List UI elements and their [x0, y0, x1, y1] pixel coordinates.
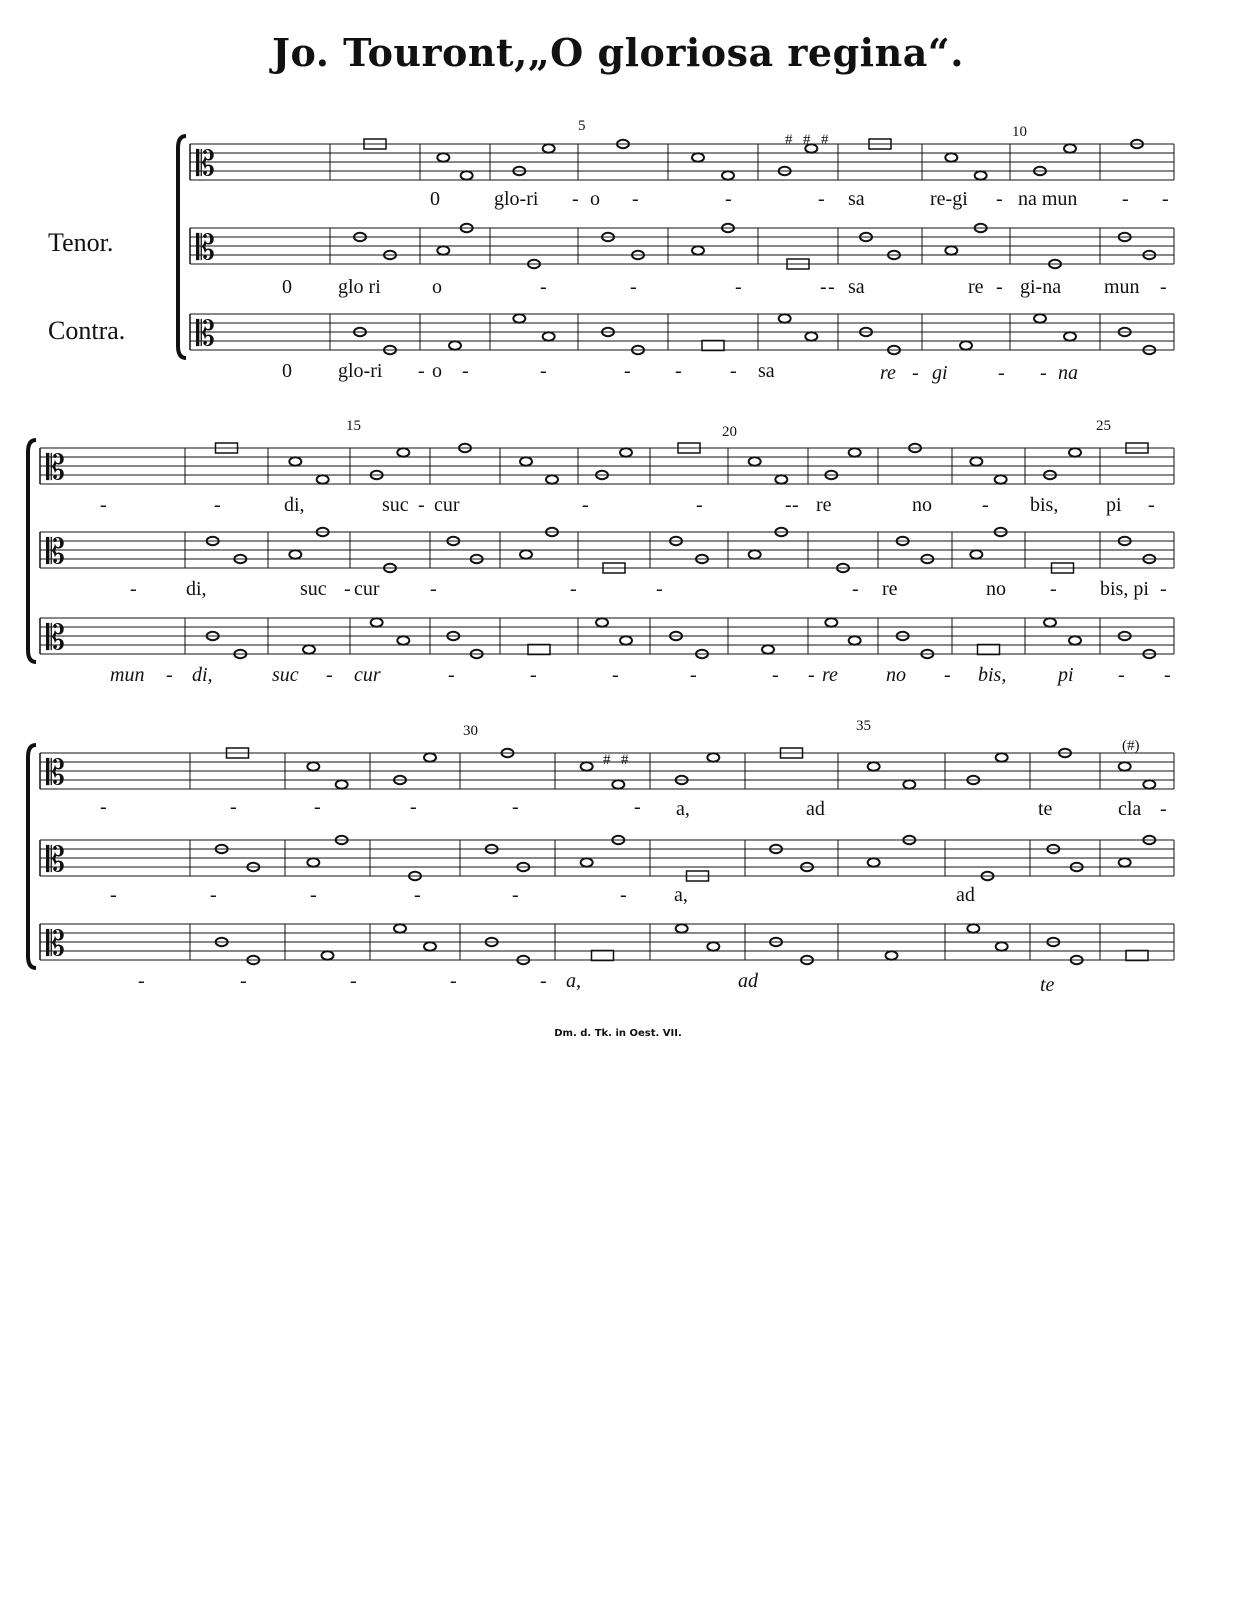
note-head	[805, 332, 817, 340]
lyric-syllable: -	[690, 664, 697, 686]
sharp-mark: #	[603, 752, 611, 768]
lyric-syllable: -	[1148, 494, 1155, 516]
note-head	[868, 762, 880, 770]
lyric-syllable: -	[314, 796, 321, 818]
measure-number: 35	[856, 718, 871, 734]
note-head	[397, 448, 409, 456]
lyric-syllable: re	[816, 494, 832, 516]
system-bracket	[28, 745, 36, 968]
lyric-syllable: ad	[738, 970, 758, 992]
sharp-mark: (#)	[1122, 738, 1140, 754]
note-head	[960, 341, 972, 349]
note-head	[543, 332, 555, 340]
lyric-syllable: -	[100, 494, 107, 516]
lyric-syllable: -	[462, 360, 469, 382]
clef-glyph: 𝄡	[46, 924, 65, 964]
note-head	[397, 636, 409, 644]
lyric-syllable: no	[986, 578, 1006, 600]
lyric-syllable: bis,	[978, 664, 1007, 686]
note-head	[1119, 762, 1131, 770]
clef-glyph: 𝄡	[196, 314, 215, 354]
note-head	[849, 448, 861, 456]
lyric-syllable: -	[210, 884, 217, 906]
lyric-syllable: -	[414, 884, 421, 906]
note-head	[1119, 858, 1131, 866]
lyric-syllable: -	[996, 276, 1003, 298]
note-head	[775, 475, 787, 483]
lyric-syllable: -	[410, 796, 417, 818]
lyric-syllable: -	[785, 494, 792, 516]
lyric-syllable: -	[818, 188, 825, 210]
lyric-syllable: mun	[1104, 276, 1140, 298]
note-head	[1064, 332, 1076, 340]
lyric-syllable: -	[944, 664, 951, 686]
note-head	[676, 924, 688, 932]
lyric-syllable: bis,	[1030, 494, 1059, 516]
note-head	[1143, 780, 1155, 788]
lyric-syllable: na mun	[1018, 188, 1078, 210]
clef-glyph: 𝄡	[46, 532, 65, 572]
note-head	[707, 753, 719, 761]
lyric-syllable: ad	[806, 798, 825, 820]
note-head	[520, 457, 532, 465]
lyric-syllable: o	[432, 276, 442, 298]
lyric-syllable: -	[530, 664, 537, 686]
part-label-tenor: Tenor.	[48, 228, 114, 257]
piece-title: Jo. Touront,„O gloriosa regina“.	[272, 30, 964, 75]
lyric-syllable: re-gi	[930, 188, 968, 210]
measure-number: 20	[722, 424, 737, 440]
note-head	[322, 951, 334, 959]
lyric-syllable: di,	[284, 494, 305, 516]
lyric-syllable: a,	[676, 798, 690, 820]
note-head	[970, 457, 982, 465]
lyric-syllable: re	[968, 276, 984, 298]
lyric-syllable: -	[100, 796, 107, 818]
lyric-syllable: -	[1118, 664, 1125, 686]
lyric-syllable: sa	[848, 276, 865, 298]
lyric-syllable: -	[630, 276, 637, 298]
note-head	[779, 314, 791, 322]
note-head	[1069, 448, 1081, 456]
lyric-syllable: no	[912, 494, 932, 516]
footer-reference: Dm. d. Tk. in Oest. VII.	[554, 1028, 682, 1039]
note-head	[612, 780, 624, 788]
lyric-syllable: -	[696, 494, 703, 516]
note-head	[520, 550, 532, 558]
lyric-syllable: -	[430, 578, 437, 600]
system-bracket	[28, 440, 36, 662]
lyric-syllable: -	[344, 578, 351, 600]
lyric-syllable: -	[350, 970, 357, 992]
note-head	[289, 550, 301, 558]
note-head	[546, 475, 558, 483]
lyric-syllable: cur	[354, 578, 380, 600]
measure-number: 30	[463, 723, 478, 739]
note-head	[1034, 314, 1046, 322]
note-head	[620, 448, 632, 456]
lyric-syllable: -	[820, 276, 827, 298]
note-head	[449, 341, 461, 349]
lyric-syllable: a,	[674, 884, 688, 906]
lyric-syllable: -	[450, 970, 457, 992]
part-label-contra: Contra.	[48, 316, 126, 345]
lyric-syllable: -	[1040, 362, 1047, 384]
lyric-syllable: -	[912, 362, 919, 384]
lyric-syllable: ad	[956, 884, 975, 906]
note-head	[543, 144, 555, 152]
lyric-syllable: 0	[282, 276, 292, 298]
lyric-syllable: a,	[566, 970, 581, 992]
note-head	[692, 246, 704, 254]
note-head	[996, 753, 1008, 761]
sharp-mark: #	[821, 132, 829, 148]
note-head	[461, 171, 473, 179]
lyric-syllable: -	[1122, 188, 1129, 210]
note-head	[996, 942, 1008, 950]
lyric-syllable: -	[1160, 276, 1167, 298]
lyric-syllable: sa	[758, 360, 775, 382]
lyric-syllable: 0	[430, 188, 440, 210]
breve-note	[592, 951, 614, 961]
lyric-syllable: o	[432, 360, 442, 382]
note-head	[970, 550, 982, 558]
note-head	[995, 475, 1007, 483]
note-head	[886, 951, 898, 959]
lyric-syllable: -	[240, 970, 247, 992]
note-head	[903, 780, 915, 788]
measure-number: 10	[1012, 124, 1027, 140]
lyric-syllable: -	[214, 494, 221, 516]
note-head	[437, 153, 449, 161]
lyric-syllable: -	[418, 360, 425, 382]
lyric-syllable: -	[632, 188, 639, 210]
lyric-syllable: -	[138, 970, 145, 992]
note-head	[371, 618, 383, 626]
lyric-syllable: cur	[354, 664, 381, 686]
lyric-syllable: -	[418, 494, 425, 516]
note-head	[1069, 636, 1081, 644]
clef-glyph: 𝄡	[46, 618, 65, 658]
lyric-syllable: -	[1160, 578, 1167, 600]
sharp-mark: #	[621, 752, 629, 768]
lyric-syllable: -	[512, 884, 519, 906]
note-head	[307, 858, 319, 866]
lyric-syllable: suc	[382, 494, 409, 516]
lyric-syllable: -	[230, 796, 237, 818]
lyric-syllable: -	[624, 360, 631, 382]
lyric-syllable: te	[1040, 974, 1055, 996]
lyric-syllable: o	[590, 188, 600, 210]
breve-note	[978, 645, 1000, 655]
lyric-syllable: mun	[110, 664, 145, 686]
breve-note	[702, 341, 724, 351]
system-bracket	[178, 136, 186, 358]
note-head	[1044, 618, 1056, 626]
lyric-syllable: glo-ri	[338, 360, 383, 382]
lyric-syllable: -	[540, 360, 547, 382]
lyric-syllable: cur	[434, 494, 460, 516]
lyric-syllable: -	[996, 188, 1003, 210]
note-head	[707, 942, 719, 950]
lyric-syllable: -	[1162, 188, 1169, 210]
note-head	[868, 858, 880, 866]
lyric-syllable: -	[982, 494, 989, 516]
lyric-syllable: gi-na	[1020, 276, 1062, 298]
lyric-syllable: no	[886, 664, 906, 686]
lyric-syllable: -	[310, 884, 317, 906]
lyric-syllable: -	[772, 664, 779, 686]
lyric-syllable: -	[852, 578, 859, 600]
note-head	[394, 924, 406, 932]
breve-note	[528, 645, 550, 655]
lyric-syllable: -	[110, 884, 117, 906]
lyric-syllable: -	[792, 494, 799, 516]
lyric-syllable: re	[882, 578, 898, 600]
lyric-syllable: -	[326, 664, 333, 686]
lyric-syllable: -	[1050, 578, 1057, 600]
note-head	[513, 314, 525, 322]
note-head	[692, 153, 704, 161]
lyric-syllable: glo-ri	[494, 188, 539, 210]
lyric-syllable: -	[166, 664, 173, 686]
note-head	[975, 171, 987, 179]
lyric-syllable: -	[828, 276, 835, 298]
lyric-syllable: -	[570, 578, 577, 600]
lyric-syllable: re	[880, 362, 896, 384]
note-head	[317, 475, 329, 483]
note-head	[749, 457, 761, 465]
lyric-syllable: -	[620, 884, 627, 906]
lyric-syllable: bis, pi	[1100, 578, 1149, 600]
note-head	[581, 762, 593, 770]
lyric-syllable: na	[1058, 362, 1078, 384]
lyric-syllable: pi	[1058, 664, 1074, 686]
lyric-syllable: cla	[1118, 798, 1142, 820]
breve-note	[1126, 951, 1148, 961]
lyric-syllable: -	[612, 664, 619, 686]
note-head	[722, 171, 734, 179]
lyric-syllable: -	[675, 360, 682, 382]
note-head	[849, 636, 861, 644]
clef-glyph: 𝄡	[46, 840, 65, 880]
sharp-mark: #	[803, 132, 811, 148]
lyric-syllable: suc	[300, 578, 327, 600]
sharp-mark: #	[785, 132, 793, 148]
lyric-syllable: re	[822, 664, 838, 686]
lyric-syllable: -	[540, 970, 547, 992]
lyric-syllable: -	[1164, 664, 1171, 686]
note-head	[581, 858, 593, 866]
note-head	[424, 753, 436, 761]
measure-number: 5	[578, 118, 586, 134]
lyric-syllable: suc	[272, 664, 299, 686]
lyric-syllable: -	[540, 276, 547, 298]
lyric-syllable: -	[725, 188, 732, 210]
note-head	[307, 762, 319, 770]
lyric-syllable: te	[1038, 798, 1053, 820]
lyric-syllable: -	[808, 664, 815, 686]
measure-number: 15	[346, 418, 361, 434]
lyric-syllable: di,	[186, 578, 207, 600]
note-head	[596, 618, 608, 626]
note-head	[289, 457, 301, 465]
lyric-syllable: -	[656, 578, 663, 600]
lyric-syllable: -	[1160, 798, 1167, 820]
lyric-syllable: -	[448, 664, 455, 686]
lyric-syllable: -	[572, 188, 579, 210]
note-head	[945, 246, 957, 254]
clef-glyph: 𝄡	[46, 448, 65, 488]
note-head	[303, 645, 315, 653]
note-head	[336, 780, 348, 788]
lyric-syllable: -	[730, 360, 737, 382]
lyric-syllable: di,	[192, 664, 213, 686]
lyric-syllable: -	[998, 362, 1005, 384]
note-head	[945, 153, 957, 161]
clef-glyph: 𝄡	[196, 228, 215, 268]
lyric-syllable: sa	[848, 188, 865, 210]
lyric-syllable: pi	[1106, 494, 1122, 516]
note-head	[1064, 144, 1076, 152]
lyric-syllable: -	[735, 276, 742, 298]
note-head	[825, 618, 837, 626]
lyric-syllable: glo ri	[338, 276, 381, 298]
clef-glyph: 𝄡	[46, 753, 65, 793]
clef-glyph: 𝄡	[196, 144, 215, 184]
note-head	[762, 645, 774, 653]
lyric-syllable: -	[512, 796, 519, 818]
measure-number: 25	[1096, 418, 1111, 434]
note-head	[620, 636, 632, 644]
note-head	[424, 942, 436, 950]
lyric-syllable: 0	[282, 360, 292, 382]
note-head	[967, 924, 979, 932]
note-head	[749, 550, 761, 558]
lyric-syllable: -	[582, 494, 589, 516]
note-head	[437, 246, 449, 254]
lyric-syllable: -	[130, 578, 137, 600]
lyric-syllable: gi	[932, 362, 948, 384]
lyric-syllable: -	[634, 796, 641, 818]
